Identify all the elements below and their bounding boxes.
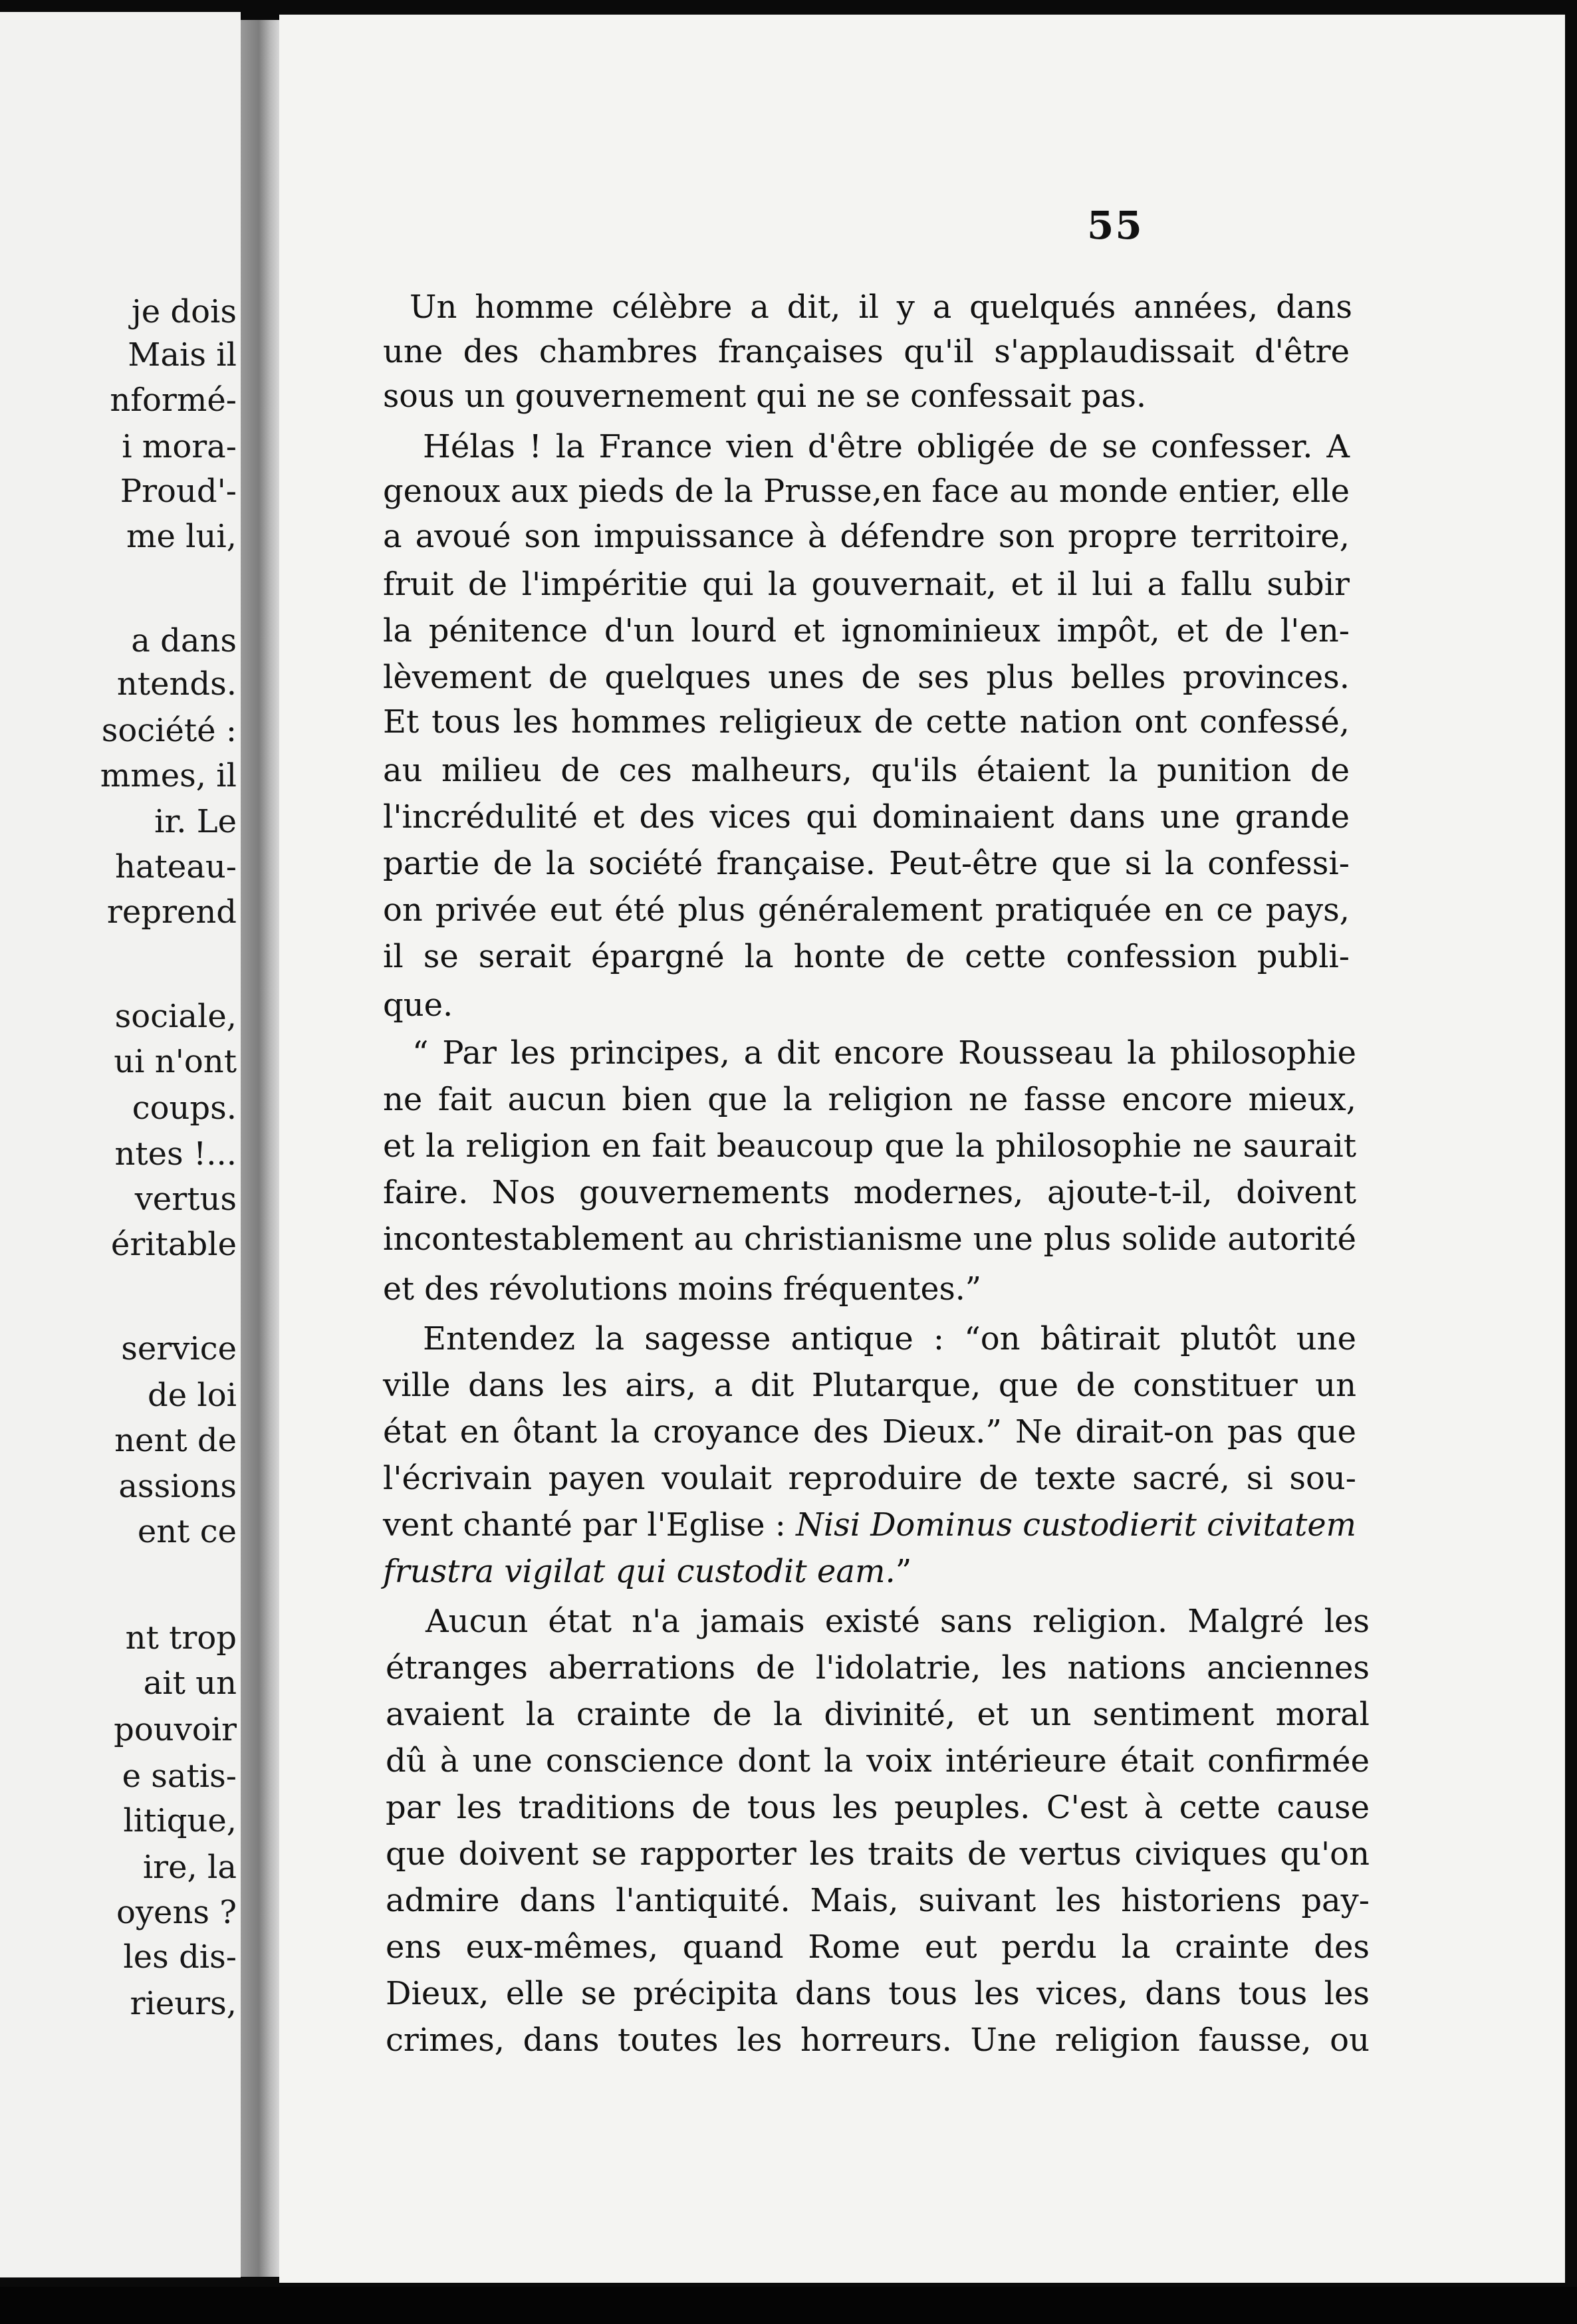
- text-span: fruit de l'impéritie qui la gouvernait, et il lui a fallu subir: [383, 566, 1350, 603]
- left-page-line-fragment: ait un: [143, 1665, 237, 1702]
- italic-latin-quote: frustra vigilat qui custodit eam.: [383, 1553, 896, 1590]
- text-line: [383, 566, 1350, 603]
- text-line: [383, 752, 1350, 789]
- text-line: [383, 1367, 1356, 1404]
- text-line: [386, 1835, 1370, 1873]
- text-span: a avoué son impuissance à défendre son propre territoire,: [383, 518, 1350, 555]
- left-page-line-fragment: éritable: [110, 1226, 237, 1263]
- text-span: ”: [895, 1553, 912, 1590]
- left-page-line-fragment: i mora-: [122, 428, 237, 465]
- text-span: ville dans les airs, a dit Plutarque, que de constituer un: [383, 1367, 1356, 1404]
- text-span: on privée eut été plus généralement pratiquée en ce pays,: [383, 891, 1350, 929]
- left-page-line-fragment: service: [121, 1330, 237, 1367]
- text-line: [383, 1413, 1356, 1451]
- text-line: [386, 1742, 1370, 1780]
- left-page-line-fragment: rieurs,: [130, 1985, 237, 2022]
- left-page-line-fragment: nent de: [114, 1422, 237, 1459]
- left-page-line-fragment: hateau-: [115, 848, 237, 885]
- scan-bottom-border: [0, 2287, 1577, 2324]
- text-line: [383, 703, 1350, 741]
- text-span: avaient la crainte de la divinité, et un sentiment moral: [386, 1696, 1370, 1733]
- italic-latin-quote: Nisi Dominus custodierit civitatem: [796, 1506, 1356, 1544]
- text-line: [383, 1174, 1356, 1211]
- left-page-line-fragment: Proud'-: [120, 473, 237, 510]
- text-span: crimes, dans toutes les horreurs. Une religion fausse, ou: [386, 2022, 1370, 2059]
- left-page-line-fragment: ntes !...: [114, 1135, 237, 1173]
- text-line: [386, 1928, 1370, 1966]
- text-line: [383, 987, 453, 1024]
- text-span: lèvement de quelques unes de ses plus belles provinces.: [383, 659, 1350, 696]
- text-line: [383, 1220, 1356, 1258]
- text-span: partie de la société française. Peut-être que si la confessi-: [383, 845, 1350, 882]
- text-span: l'écrivain payen voulait reproduire de texte sacré, si sou-: [383, 1460, 1356, 1497]
- text-span: Hélas ! la France vien d'être obligée de se confesser. A: [423, 428, 1350, 465]
- left-page-line-fragment: Mais il: [128, 336, 237, 374]
- left-page-line-fragment: a dans: [131, 622, 237, 659]
- left-page-line-fragment: mmes, il: [100, 757, 237, 794]
- text-line: [386, 1649, 1370, 1686]
- page-number: 55: [1087, 203, 1144, 248]
- text-span: Aucun état n'a jamais existé sans religion. Malgré les: [425, 1603, 1370, 1640]
- text-span: la pénitence d'un lourd et ignominieux impôt, et de l'en-: [383, 612, 1350, 649]
- left-page-line-fragment: ir. Le: [154, 803, 237, 840]
- text-line: [410, 289, 1352, 326]
- left-page-line-fragment: vertus: [134, 1181, 237, 1218]
- text-line: [383, 1081, 1356, 1118]
- text-line: [383, 1460, 1356, 1497]
- text-line: [423, 1320, 1356, 1357]
- left-page-line-fragment: nt trop: [125, 1619, 237, 1657]
- text-span: une des chambres françaises qu'il s'applaudissait d'être: [383, 333, 1350, 370]
- text-span: Un homme célèbre a dit, il y a quelqués années, dans: [410, 289, 1352, 326]
- text-line: [383, 1506, 1356, 1544]
- text-line: [383, 659, 1350, 696]
- left-page-line-fragment: litique,: [123, 1802, 237, 1839]
- text-span: au milieu de ces malheurs, qu'ils étaient la punition de: [383, 752, 1350, 789]
- text-line: [383, 938, 1350, 975]
- text-line: [425, 1603, 1370, 1640]
- left-page-line-fragment: les dis-: [123, 1938, 237, 1976]
- left-page-line-fragment: oyens ?: [116, 1894, 237, 1931]
- text-line: [383, 378, 1146, 415]
- left-page-line-fragment: e satis-: [122, 1758, 237, 1795]
- text-line: [383, 891, 1350, 929]
- text-line: [383, 798, 1350, 836]
- text-span: dû à une conscience dont la voix intérieure était confirmée: [386, 1742, 1370, 1780]
- left-page-line-fragment: sociale,: [114, 998, 237, 1035]
- text-line: [383, 473, 1350, 510]
- text-span: Dieux, elle se précipita dans tous les vices, dans tous les: [386, 1975, 1370, 2012]
- body-text: [279, 15, 1565, 2283]
- left-page-line-fragment: assions: [118, 1468, 237, 1505]
- left-page-line-fragment: ire, la: [142, 1849, 237, 1886]
- text-line: [383, 1553, 912, 1590]
- left-page-line-fragment: ui n'ont: [114, 1043, 237, 1080]
- text-span: étranges aberrations de l'idolatrie, les nations anciennes: [386, 1649, 1370, 1686]
- text-span: vent chanté par l'Eglise :: [383, 1506, 796, 1544]
- text-span: ens eux-mêmes, quand Rome eut perdu la crainte des: [386, 1928, 1370, 1966]
- text-span: Et tous les hommes religieux de cette nation ont confessé,: [383, 703, 1350, 741]
- text-span: Entendez la sagesse antique : “on bâtirait plutôt une: [423, 1320, 1356, 1357]
- left-page-line-fragment: coups.: [132, 1090, 237, 1127]
- left-page-line-fragment: ntends.: [116, 665, 237, 703]
- text-line: [386, 1975, 1370, 2012]
- text-line: [383, 1127, 1356, 1165]
- left-page-line-fragment: reprend: [106, 893, 237, 931]
- text-span: faire. Nos gouvernements modernes, ajoute-t-il, doivent: [383, 1174, 1356, 1211]
- left-page-line-fragment: nformé-: [110, 382, 237, 419]
- text-span: il se serait épargné la honte de cette confession publi-: [383, 938, 1350, 975]
- text-line: [383, 845, 1350, 882]
- text-span: admire dans l'antiquité. Mais, suivant les historiens pay-: [386, 1882, 1370, 1919]
- text-line: [386, 1696, 1370, 1733]
- text-line: [383, 333, 1350, 370]
- left-page-line-fragment: de loi: [148, 1377, 237, 1414]
- text-span: l'incrédulité et des vices qui dominaient dans une grande: [383, 798, 1350, 836]
- page-gutter-shadow: [241, 20, 281, 2277]
- text-span: que.: [383, 987, 453, 1024]
- text-span: que doivent se rapporter les traits de vertus civiques qu'on: [386, 1835, 1370, 1873]
- text-span: état en ôtant la croyance des Dieux.” Ne dirait-on pas que: [383, 1413, 1356, 1451]
- text-line: [383, 518, 1350, 555]
- left-page-line-fragment: me lui,: [126, 518, 237, 555]
- left-page-line-fragment: société :: [101, 712, 237, 749]
- text-span: sous un gouvernement qui ne se confessait pas.: [383, 378, 1146, 415]
- left-page-line-fragment: ent ce: [137, 1513, 237, 1550]
- left-facing-page: [0, 12, 241, 2277]
- right-page: [279, 15, 1565, 2283]
- text-span: genoux aux pieds de la Prusse,en face au monde entier, elle: [383, 473, 1350, 510]
- text-line: [383, 612, 1350, 649]
- text-span: et la religion en fait beaucoup que la philosophie ne saurait: [383, 1127, 1356, 1165]
- text-span: “ Par les principes, a dit encore Rousseau la philosophie: [412, 1034, 1356, 1072]
- text-span: par les traditions de tous les peuples. C'est à cette cause: [386, 1789, 1370, 1826]
- text-line: [423, 428, 1350, 465]
- text-line: [386, 1789, 1370, 1826]
- text-span: incontestablement au christianisme une plus solide autorité: [383, 1220, 1356, 1258]
- text-line: [412, 1034, 1356, 1072]
- text-line: [386, 2022, 1370, 2059]
- text-span: et des révolutions moins fréquentes.”: [383, 1270, 981, 1308]
- text-span: ne fait aucun bien que la religion ne fasse encore mieux,: [383, 1081, 1356, 1118]
- text-line: [386, 1882, 1370, 1919]
- left-page-line-fragment: je dois: [131, 293, 237, 330]
- text-line: [383, 1270, 981, 1308]
- left-page-line-fragment: pouvoir: [114, 1711, 237, 1748]
